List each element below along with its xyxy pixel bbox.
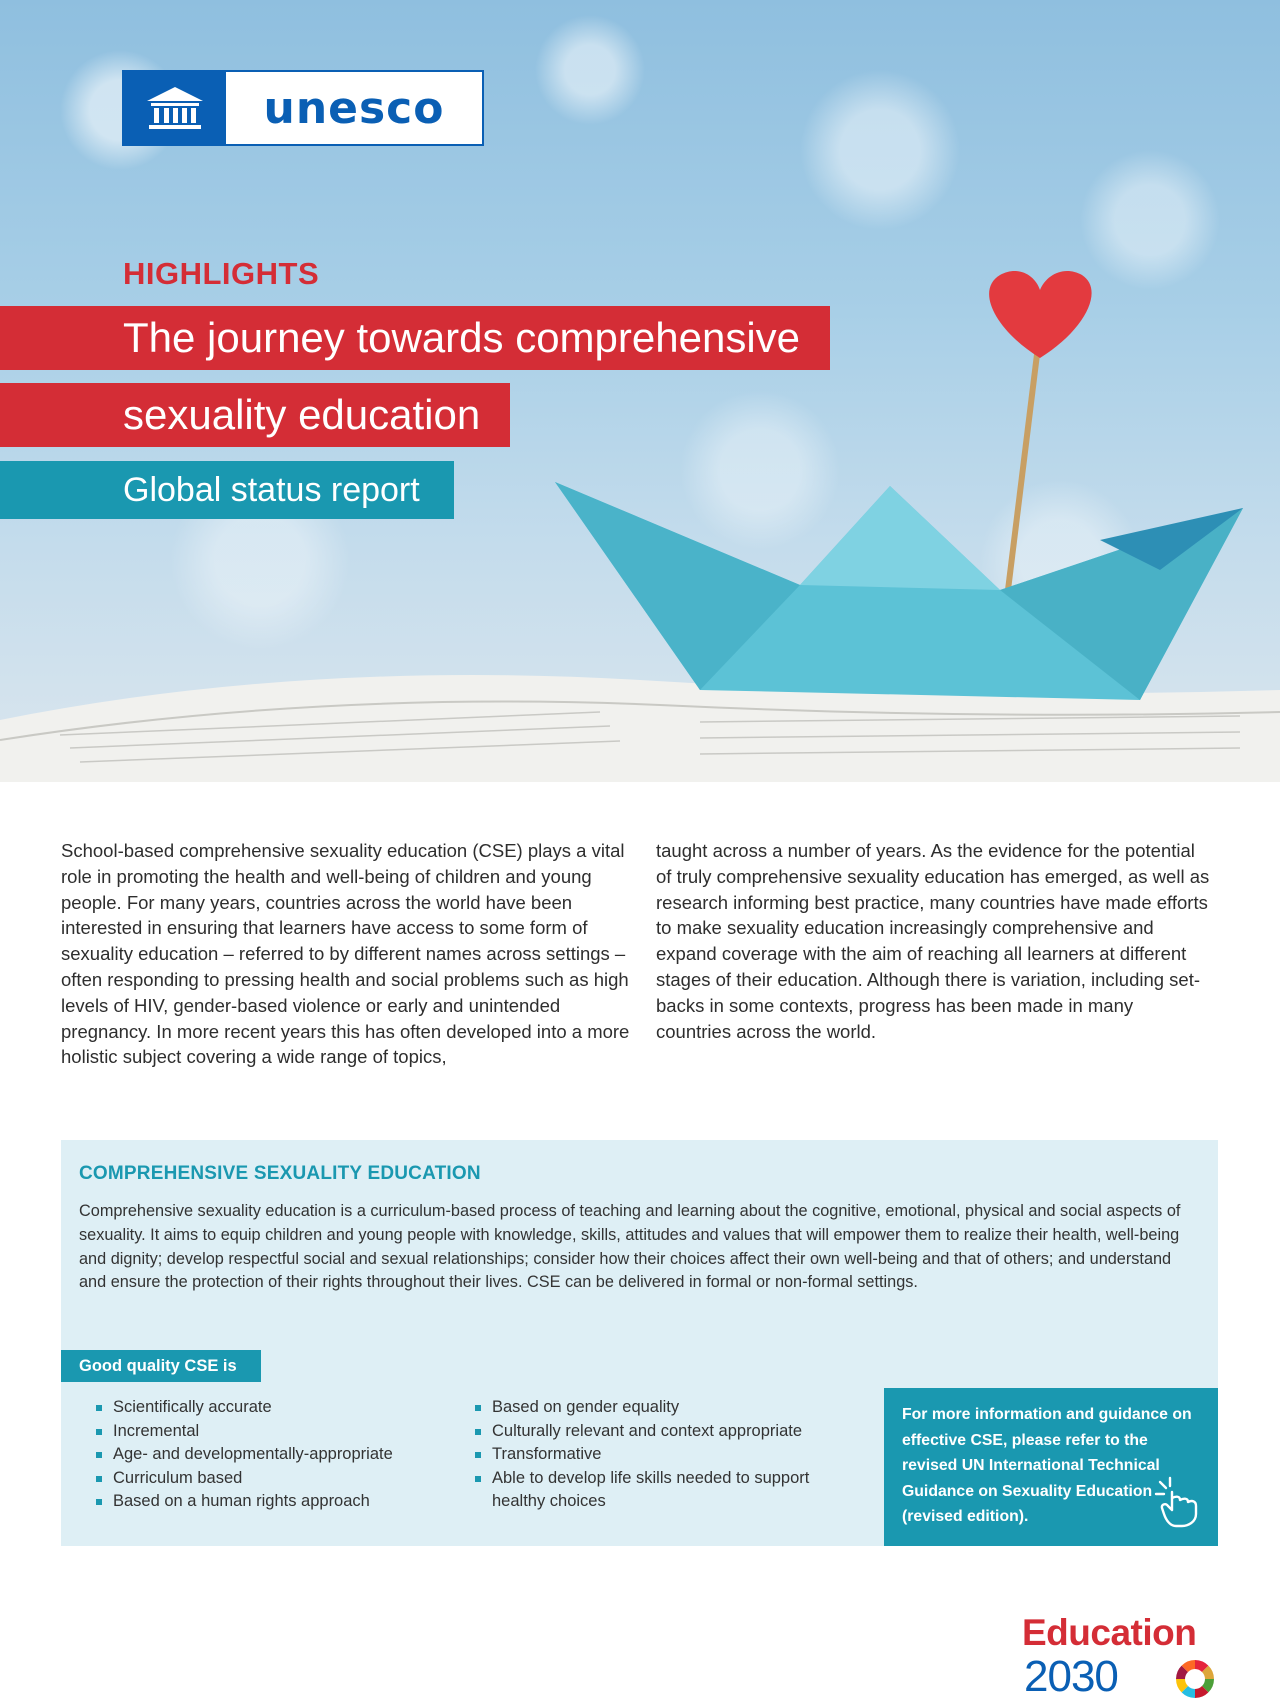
- pointing-hand-icon: [1154, 1476, 1208, 1528]
- list-item: Culturally relevant and context appropriate: [471, 1420, 851, 1444]
- intro-column-2: taught across a number of years. As the evidence for the potential of truly comprehensive sexuality education has emerged, as well as research informing best practice, many countries have made efforts to make sexuality education increasingly comprehensive and expand coverage with the aim of reaching all learners at different stages of their education. Although there is variation, including set-backs in some contexts, progress has been made in many countries across the world.: [656, 840, 1210, 1042]
- list-item: Able to develop life skills needed to support healthy choices: [471, 1467, 851, 1514]
- logo-wordmark: unesco: [263, 82, 445, 134]
- intro-columns: [61, 838, 1211, 1070]
- good-quality-label: Good quality CSE is: [61, 1350, 261, 1382]
- list-item: Curriculum based: [92, 1467, 452, 1491]
- edu-year: 2030: [1024, 1652, 1118, 1701]
- cse-box-title: COMPREHENSIVE SEXUALITY EDUCATION: [79, 1163, 481, 1184]
- sdg-wheel-icon: [1174, 1658, 1216, 1700]
- hero-banner: [0, 0, 1280, 782]
- heart-icon: [989, 271, 1091, 358]
- subtitle: Global status report: [0, 461, 454, 519]
- education-2030-logo: [1022, 1612, 1222, 1702]
- list-item: Incremental: [92, 1420, 452, 1444]
- title-line-2: sexuality education: [0, 383, 510, 447]
- list-item: Age- and developmentally-appropriate: [92, 1443, 452, 1467]
- list-item: Based on gender equality: [471, 1396, 851, 1420]
- unesco-logo: [122, 70, 484, 146]
- guidance-link-text[interactable]: For more information and guidance on effective CSE, please refer to the revised UN International Technical Guidance on Sexuality Education (revised edition).: [902, 1406, 1192, 1525]
- quality-list-2: [471, 1396, 851, 1514]
- unesco-temple-icon: [124, 72, 226, 144]
- highlights-kicker: HIGHLIGHTS: [123, 256, 320, 291]
- edu-word: Education: [1022, 1612, 1197, 1653]
- guidance-link-box[interactable]: [884, 1388, 1218, 1546]
- list-item: Based on a human rights approach: [92, 1490, 452, 1514]
- heart-stick: [1008, 330, 1040, 590]
- list-item: Transformative: [471, 1443, 851, 1467]
- quality-list-1: [92, 1396, 452, 1514]
- title-line-1: The journey towards comprehensive: [0, 306, 830, 370]
- cse-definition-box: [61, 1140, 1218, 1546]
- cse-box-body: Comprehensive sexuality education is a curriculum-based process of teaching and learning about the cognitive, emotional, physical and social aspects of sexuality. It aims to equip children and young people with knowledge, skills, attitudes and values that will empower them to realize their health, well-being and dignity; develop respectful social and sexual relationships; consider how their choices affect their own well-being and that of others; and understand and ensure the protection of their rights throughout their lives. CSE can be delivered in formal or non-formal settings.: [79, 1202, 1181, 1292]
- intro-column-1: School-based comprehensive sexuality education (CSE) plays a vital role in promoting the health and well-being of children and young people. For many years, countries across the world have been interested in ensuring that learners have access to some form of sexuality education – referred to by different names across settings – often responding to pressing health and social problems such as high levels of HIV, gender-based violence or early and unintended pregnancy. In more recent years this has often developed into a more holistic subject covering a wide range of topics,: [61, 840, 630, 1068]
- list-item: Scientifically accurate: [92, 1396, 452, 1420]
